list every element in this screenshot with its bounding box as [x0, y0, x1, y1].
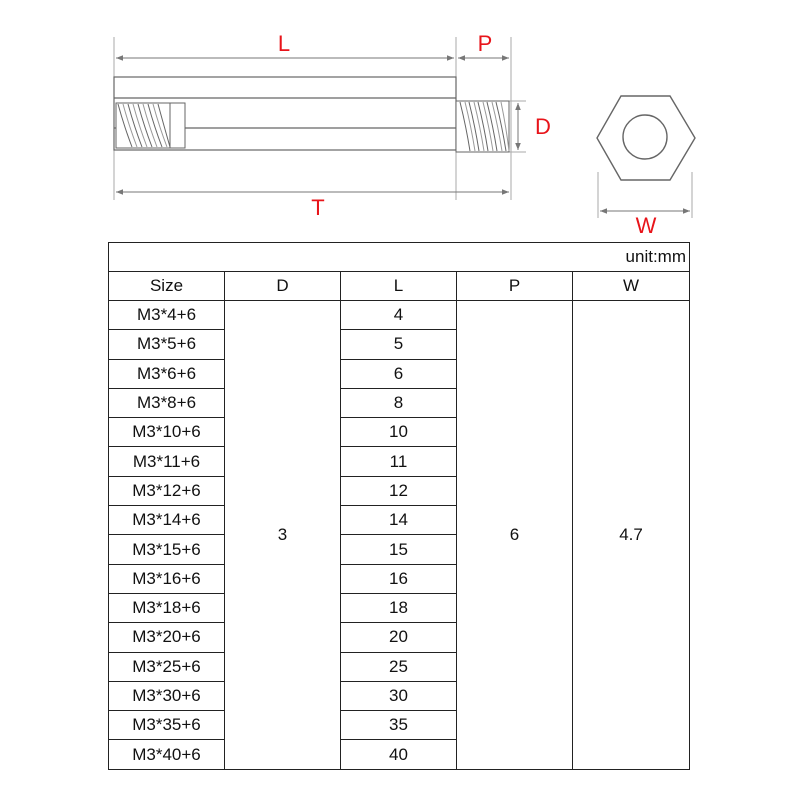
cell-size: M3*4+6 — [109, 301, 225, 330]
cell-size: M3*16+6 — [109, 564, 225, 593]
cell-size: M3*15+6 — [109, 535, 225, 564]
internal-thread — [116, 103, 185, 148]
cell-size: M3*30+6 — [109, 681, 225, 710]
cell-size: M3*11+6 — [109, 447, 225, 476]
cell-l: 5 — [341, 330, 457, 359]
dimension-label-W: W — [635, 213, 657, 238]
cell-l: 40 — [341, 740, 457, 769]
cell-l: 18 — [341, 593, 457, 622]
cell-l: 4 — [341, 301, 457, 330]
cell-l: 20 — [341, 623, 457, 652]
external-thread — [456, 101, 509, 152]
cell-size: M3*18+6 — [109, 593, 225, 622]
cell-l: 6 — [341, 359, 457, 388]
cell-size: M3*10+6 — [109, 418, 225, 447]
cell-size: M3*8+6 — [109, 388, 225, 417]
header-d: D — [225, 272, 341, 301]
cell-l: 35 — [341, 711, 457, 740]
cell-w-merged: 4.7 — [573, 301, 690, 770]
standoff-drawing — [0, 0, 800, 240]
cell-d-merged: 3 — [225, 301, 341, 770]
cell-l: 14 — [341, 506, 457, 535]
cell-l: 12 — [341, 476, 457, 505]
header-l: L — [341, 272, 457, 301]
cell-l: 11 — [341, 447, 457, 476]
cell-size: M3*5+6 — [109, 330, 225, 359]
unit-label: unit:mm — [109, 243, 690, 272]
dimension-label-P: P — [477, 31, 493, 56]
dimension-label-D: D — [535, 114, 551, 139]
hex-end-view — [597, 96, 695, 180]
cell-size: M3*12+6 — [109, 476, 225, 505]
cell-size: M3*25+6 — [109, 652, 225, 681]
cell-size: M3*40+6 — [109, 740, 225, 769]
spec-table — [108, 242, 690, 770]
cell-size: M3*6+6 — [109, 359, 225, 388]
table-header-row — [109, 272, 690, 301]
cell-p-merged: 6 — [457, 301, 573, 770]
header-size: Size — [109, 272, 225, 301]
table-row — [109, 301, 690, 330]
cell-l: 25 — [341, 652, 457, 681]
cell-l: 30 — [341, 681, 457, 710]
header-p: P — [457, 272, 573, 301]
cell-l: 15 — [341, 535, 457, 564]
dimension-label-L: L — [277, 31, 291, 56]
header-w: W — [573, 272, 690, 301]
cell-size: M3*20+6 — [109, 623, 225, 652]
cell-size: M3*14+6 — [109, 506, 225, 535]
dimension-label-T: T — [311, 195, 325, 220]
cell-l: 16 — [341, 564, 457, 593]
cell-l: 10 — [341, 418, 457, 447]
cell-size: M3*35+6 — [109, 711, 225, 740]
cell-l: 8 — [341, 388, 457, 417]
